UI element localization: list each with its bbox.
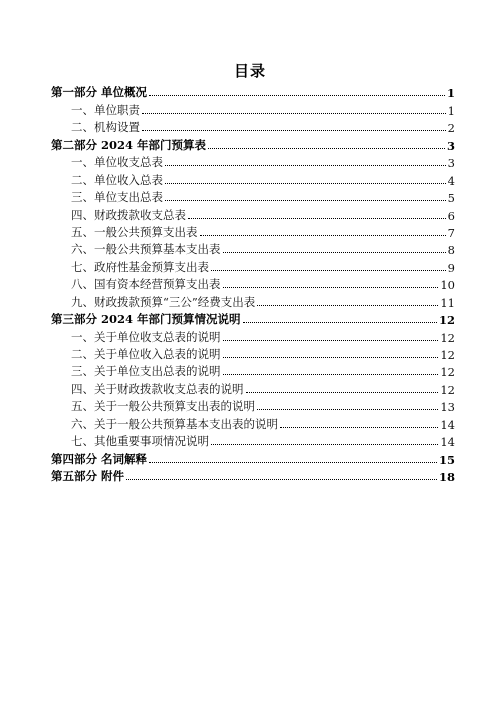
toc-entry-label: 七、政府性基金预算支出表 xyxy=(71,259,209,274)
dot-leader xyxy=(246,392,439,393)
toc-entry-label: 二、单位收入总表 xyxy=(71,172,163,187)
toc-entry-label: 七、其他重要事项情况说明 xyxy=(71,434,209,449)
toc-entry[interactable] xyxy=(51,223,455,240)
toc-entry[interactable] xyxy=(51,100,455,117)
toc-entry-label: 一、关于单位收支总表的说明 xyxy=(71,329,221,344)
toc-entry-label: 五、关于一般公共预算支出表的说明 xyxy=(71,399,255,414)
toc-entry[interactable] xyxy=(51,449,455,466)
dot-leader xyxy=(165,183,446,184)
dot-leader xyxy=(223,340,439,341)
toc-entry-page: 3 xyxy=(447,156,455,171)
toc-entry-page: 14 xyxy=(440,417,455,432)
toc-entry[interactable] xyxy=(51,257,455,274)
toc-entry-label: 一、单位职责 xyxy=(71,102,140,117)
toc-entry-page: 18 xyxy=(438,470,455,485)
toc-entry-label: 八、国有资本经营预算支出表 xyxy=(71,277,221,292)
toc-entry-label: 五、一般公共预算支出表 xyxy=(71,224,198,239)
toc-entry-label: 九、财政拨款预算“三公”经费支出表 xyxy=(71,294,256,309)
toc-entry-label: 一、单位收支总表 xyxy=(71,155,163,170)
dot-leader xyxy=(223,252,446,253)
page-title: 目录 xyxy=(233,62,266,80)
toc-entry[interactable] xyxy=(51,467,455,484)
toc-entry-label: 第一部分 单位概况 xyxy=(51,85,148,100)
dot-leader xyxy=(223,287,439,288)
toc-entry[interactable] xyxy=(51,432,455,449)
toc-entry-page: 5 xyxy=(447,191,455,206)
toc-entry[interactable] xyxy=(51,379,455,396)
toc-entry[interactable] xyxy=(51,205,455,222)
toc-entry[interactable] xyxy=(51,188,455,205)
toc-entry-page: 12 xyxy=(440,365,455,380)
dot-leader xyxy=(208,148,445,149)
toc-entry[interactable] xyxy=(51,414,455,431)
dot-leader xyxy=(223,374,439,375)
toc-entry-page: 8 xyxy=(447,243,455,258)
dot-leader xyxy=(200,235,446,236)
dot-leader xyxy=(142,113,446,114)
toc-entry-label: 四、关于财政拨款收支总表的说明 xyxy=(71,381,244,396)
toc-entry-page: 13 xyxy=(440,400,455,415)
toc-entry[interactable] xyxy=(51,240,455,257)
toc-entry-page: 15 xyxy=(438,452,455,467)
toc-entry[interactable] xyxy=(51,170,455,187)
toc-entry-page: 3 xyxy=(446,138,455,153)
toc-entry[interactable] xyxy=(51,327,455,344)
dot-leader xyxy=(211,270,446,271)
dot-leader xyxy=(280,427,438,428)
toc-entry-page: 12 xyxy=(440,348,455,362)
toc-entry-label: 第五部分 附件 xyxy=(51,469,125,484)
dot-leader xyxy=(149,462,437,463)
toc-entry-page: 7 xyxy=(447,225,455,240)
dot-leader xyxy=(211,444,438,445)
toc-entry-page: 2 xyxy=(447,121,455,136)
toc-entry-page: 9 xyxy=(447,260,455,275)
toc-entry-page: 10 xyxy=(440,278,455,293)
dot-leader xyxy=(142,130,446,131)
dot-leader xyxy=(257,305,438,306)
toc-entry-page: 12 xyxy=(440,330,455,345)
table-of-contents xyxy=(51,83,455,484)
toc-entry-page: 14 xyxy=(440,435,455,450)
toc-entry-page: 11 xyxy=(440,295,455,310)
toc-entry[interactable] xyxy=(51,275,455,292)
toc-entry-label: 第四部分 名词解释 xyxy=(51,451,148,466)
dot-leader xyxy=(257,409,438,410)
toc-entry[interactable] xyxy=(51,362,455,379)
toc-entry[interactable] xyxy=(51,83,455,100)
toc-entry[interactable] xyxy=(51,292,455,309)
toc-entry-label: 六、一般公共预算基本支出表 xyxy=(71,242,221,257)
toc-entry[interactable] xyxy=(51,135,455,152)
dot-leader xyxy=(243,322,437,323)
toc-entry-label: 三、关于单位支出总表的说明 xyxy=(71,364,221,379)
dot-leader xyxy=(126,479,437,480)
toc-entry-label: 六、关于一般公共预算基本支出表的说明 xyxy=(71,416,278,431)
toc-entry[interactable] xyxy=(51,345,455,362)
toc-entry-page: 4 xyxy=(447,173,455,188)
toc-entry[interactable] xyxy=(51,397,455,414)
toc-entry-label: 二、关于单位收入总表的说明 xyxy=(71,347,221,361)
toc-entry-label: 二、机构设置 xyxy=(71,120,140,135)
dot-leader xyxy=(188,218,446,219)
toc-entry[interactable] xyxy=(51,153,455,170)
toc-entry[interactable] xyxy=(51,310,455,327)
toc-entry-label: 三、单位支出总表 xyxy=(71,190,163,205)
toc-entry-page: 12 xyxy=(440,382,455,397)
toc-entry-page: 6 xyxy=(447,208,455,223)
toc-entry-page: 1 xyxy=(446,86,455,101)
toc-entry-label: 第二部分 2024 年部门预算表 xyxy=(51,137,207,152)
dot-leader xyxy=(149,95,445,96)
dot-leader xyxy=(223,357,439,358)
toc-entry-label: 四、财政拨款收支总表 xyxy=(71,207,186,222)
toc-entry[interactable] xyxy=(51,118,455,135)
dot-leader xyxy=(165,200,446,201)
toc-entry-page: 12 xyxy=(438,313,455,328)
dot-leader xyxy=(165,165,446,166)
toc-entry-label: 第三部分 2024 年部门预算情况说明 xyxy=(51,312,241,327)
toc-entry-page: 1 xyxy=(447,103,455,118)
